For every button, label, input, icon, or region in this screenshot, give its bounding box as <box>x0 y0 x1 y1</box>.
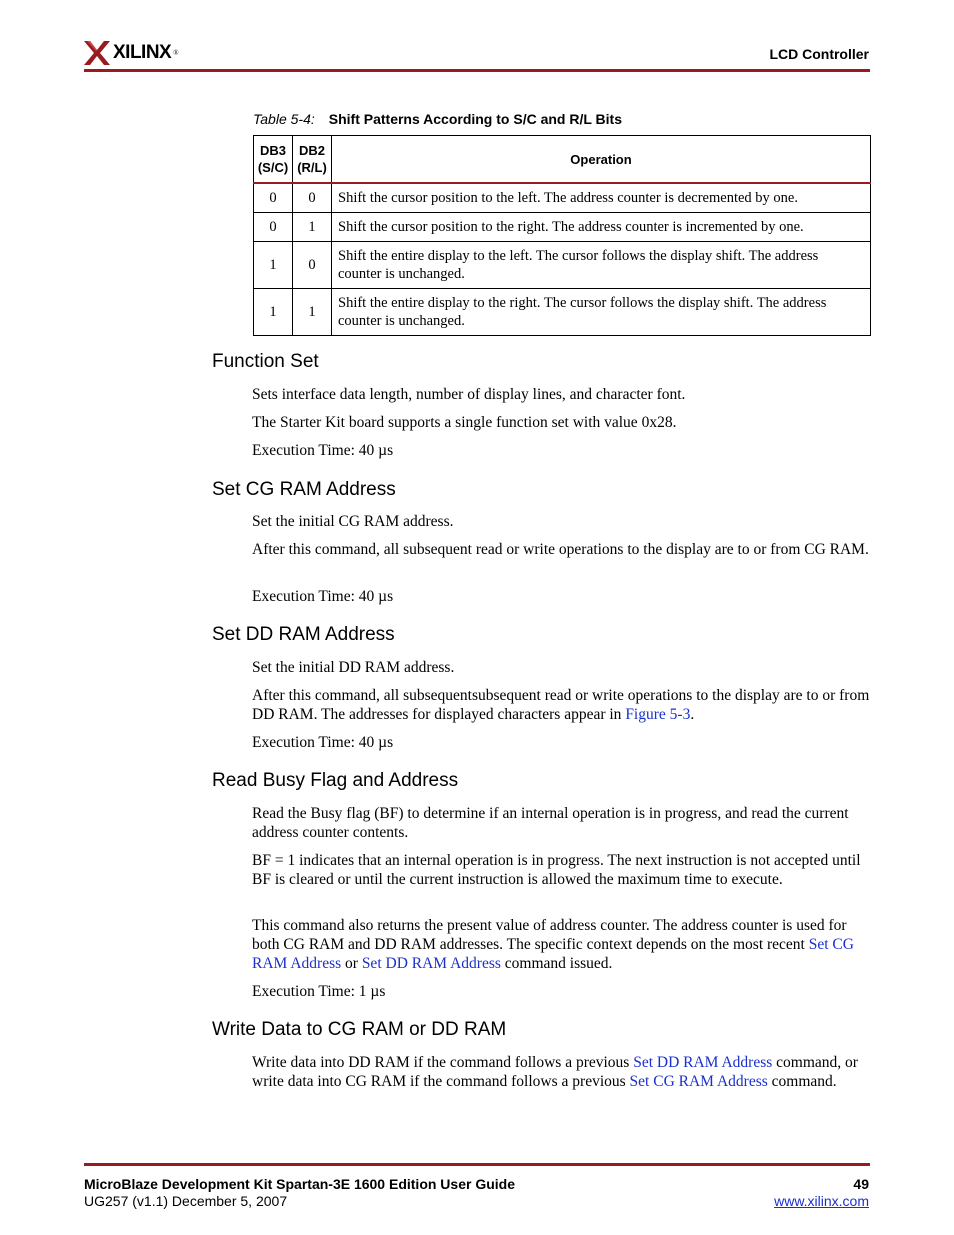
col-header-db2: DB2 (R/L) <box>293 136 332 184</box>
table-header-row <box>254 136 871 184</box>
website-link[interactable]: www.xilinx.com <box>774 1193 869 1209</box>
paragraph: BF = 1 indicates that an internal operation is in progress. The next instruction is not accepted until BF is cleared or until the current instruction is allowed the maximum time to execute. <box>252 852 861 888</box>
paragraph: Set the initial CG RAM address. <box>252 513 454 530</box>
paragraph: After this command, all subsequent read or write operations to the display are to or from CG RAM. <box>252 541 869 558</box>
paragraph: Write data into DD RAM if the command follows a previous Set DD RAM Address command, or write data into CG RAM if the command follows a previous Set CG RAM Address command. <box>252 1054 858 1090</box>
col-header-db3: DB3 (S/C) <box>254 136 293 184</box>
heading-read-busy-flag: Read Busy Flag and Address <box>212 770 459 791</box>
link-figure-5-3[interactable]: Figure 5-3 <box>625 706 691 723</box>
cell-operation: Shift the cursor position to the right. The address counter is incremented by one. <box>332 213 871 242</box>
table-row <box>254 213 871 242</box>
cell-operation: Shift the entire display to the right. The cursor follows the display shift. The address counter is unchanged. <box>332 289 871 336</box>
table-row <box>254 289 871 336</box>
cell-operation: Shift the entire display to the left. The cursor follows the display shift. The address counter is unchanged. <box>332 242 871 289</box>
paragraph: Sets interface data length, number of display lines, and character font. <box>252 386 686 403</box>
table-row <box>254 183 871 213</box>
heading-set-cg-ram-address: Set CG RAM Address <box>212 479 396 500</box>
cell-operation: Shift the cursor position to the left. The address counter is decremented by one. <box>332 183 871 213</box>
cell-db2: 1 <box>293 213 332 242</box>
paragraph: Execution Time: 40 µs <box>252 734 394 751</box>
table-label: Table 5-4: <box>253 111 315 127</box>
xilinx-logo <box>84 40 179 66</box>
paragraph: The Starter Kit board supports a single function set with value 0x28. <box>252 414 677 431</box>
heading-set-dd-ram-address: Set DD RAM Address <box>212 624 395 645</box>
cell-db2: 0 <box>293 183 332 213</box>
cell-db3: 1 <box>254 289 293 336</box>
cell-db2: 0 <box>293 242 332 289</box>
paragraph: Set the initial DD RAM address. <box>252 659 455 676</box>
paragraph: Execution Time: 40 µs <box>252 588 394 605</box>
header-rule <box>84 69 870 72</box>
col-header-operation: Operation <box>332 136 871 184</box>
cell-db2: 1 <box>293 289 332 336</box>
cell-db3: 1 <box>254 242 293 289</box>
paragraph: After this command, all subsequentsubsequent read or write operations to the display are to or from DD RAM. The addresses for displayed characters appear in Figure 5-3. <box>252 687 870 723</box>
paragraph: Read the Busy flag (BF) to determine if an internal operation is in progress, and read the current address counter contents. <box>252 805 849 841</box>
xilinx-x-mark-icon <box>84 41 110 65</box>
table-caption <box>253 111 622 127</box>
link-set-dd-ram-address[interactable]: Set DD RAM Address <box>633 1054 773 1071</box>
shift-patterns-table <box>253 135 871 336</box>
link-set-dd-ram-address[interactable]: Set DD RAM Address <box>361 955 501 972</box>
link-set-cg-ram-address[interactable]: Set CG RAM Address <box>252 936 854 972</box>
paragraph: Execution Time: 1 µs <box>252 983 386 1000</box>
table-title: Shift Patterns According to S/C and R/L Bits <box>328 111 622 127</box>
heading-function-set: Function Set <box>212 351 319 372</box>
heading-write-data: Write Data to CG RAM or DD RAM <box>212 1019 507 1040</box>
logo-wordmark: XILINX <box>113 42 172 63</box>
cell-db3: 0 <box>254 213 293 242</box>
footer-doc-id: UG257 (v1.1) December 5, 2007 <box>84 1193 288 1209</box>
link-set-cg-ram-address[interactable]: Set CG RAM Address <box>629 1073 768 1090</box>
table-row <box>254 242 871 289</box>
logo-registered-mark: ® <box>173 49 179 57</box>
footer-page-info <box>774 1176 869 1210</box>
paragraph: This command also returns the present value of address counter. The address counter is used for both CG RAM and DD RAM addresses. The specific context depends on the most recent Set CG RAM Address or Set DD RAM Address command issued. <box>252 917 854 972</box>
cell-db3: 0 <box>254 183 293 213</box>
page-number: 49 <box>853 1176 869 1192</box>
footer-doc-info <box>84 1176 515 1210</box>
footer-doc-title: MicroBlaze Development Kit Spartan-3E 1600 Edition User Guide <box>84 1176 515 1192</box>
footer-rule <box>84 1163 870 1166</box>
section-title: LCD Controller <box>769 46 869 62</box>
paragraph: Execution Time: 40 µs <box>252 442 394 459</box>
